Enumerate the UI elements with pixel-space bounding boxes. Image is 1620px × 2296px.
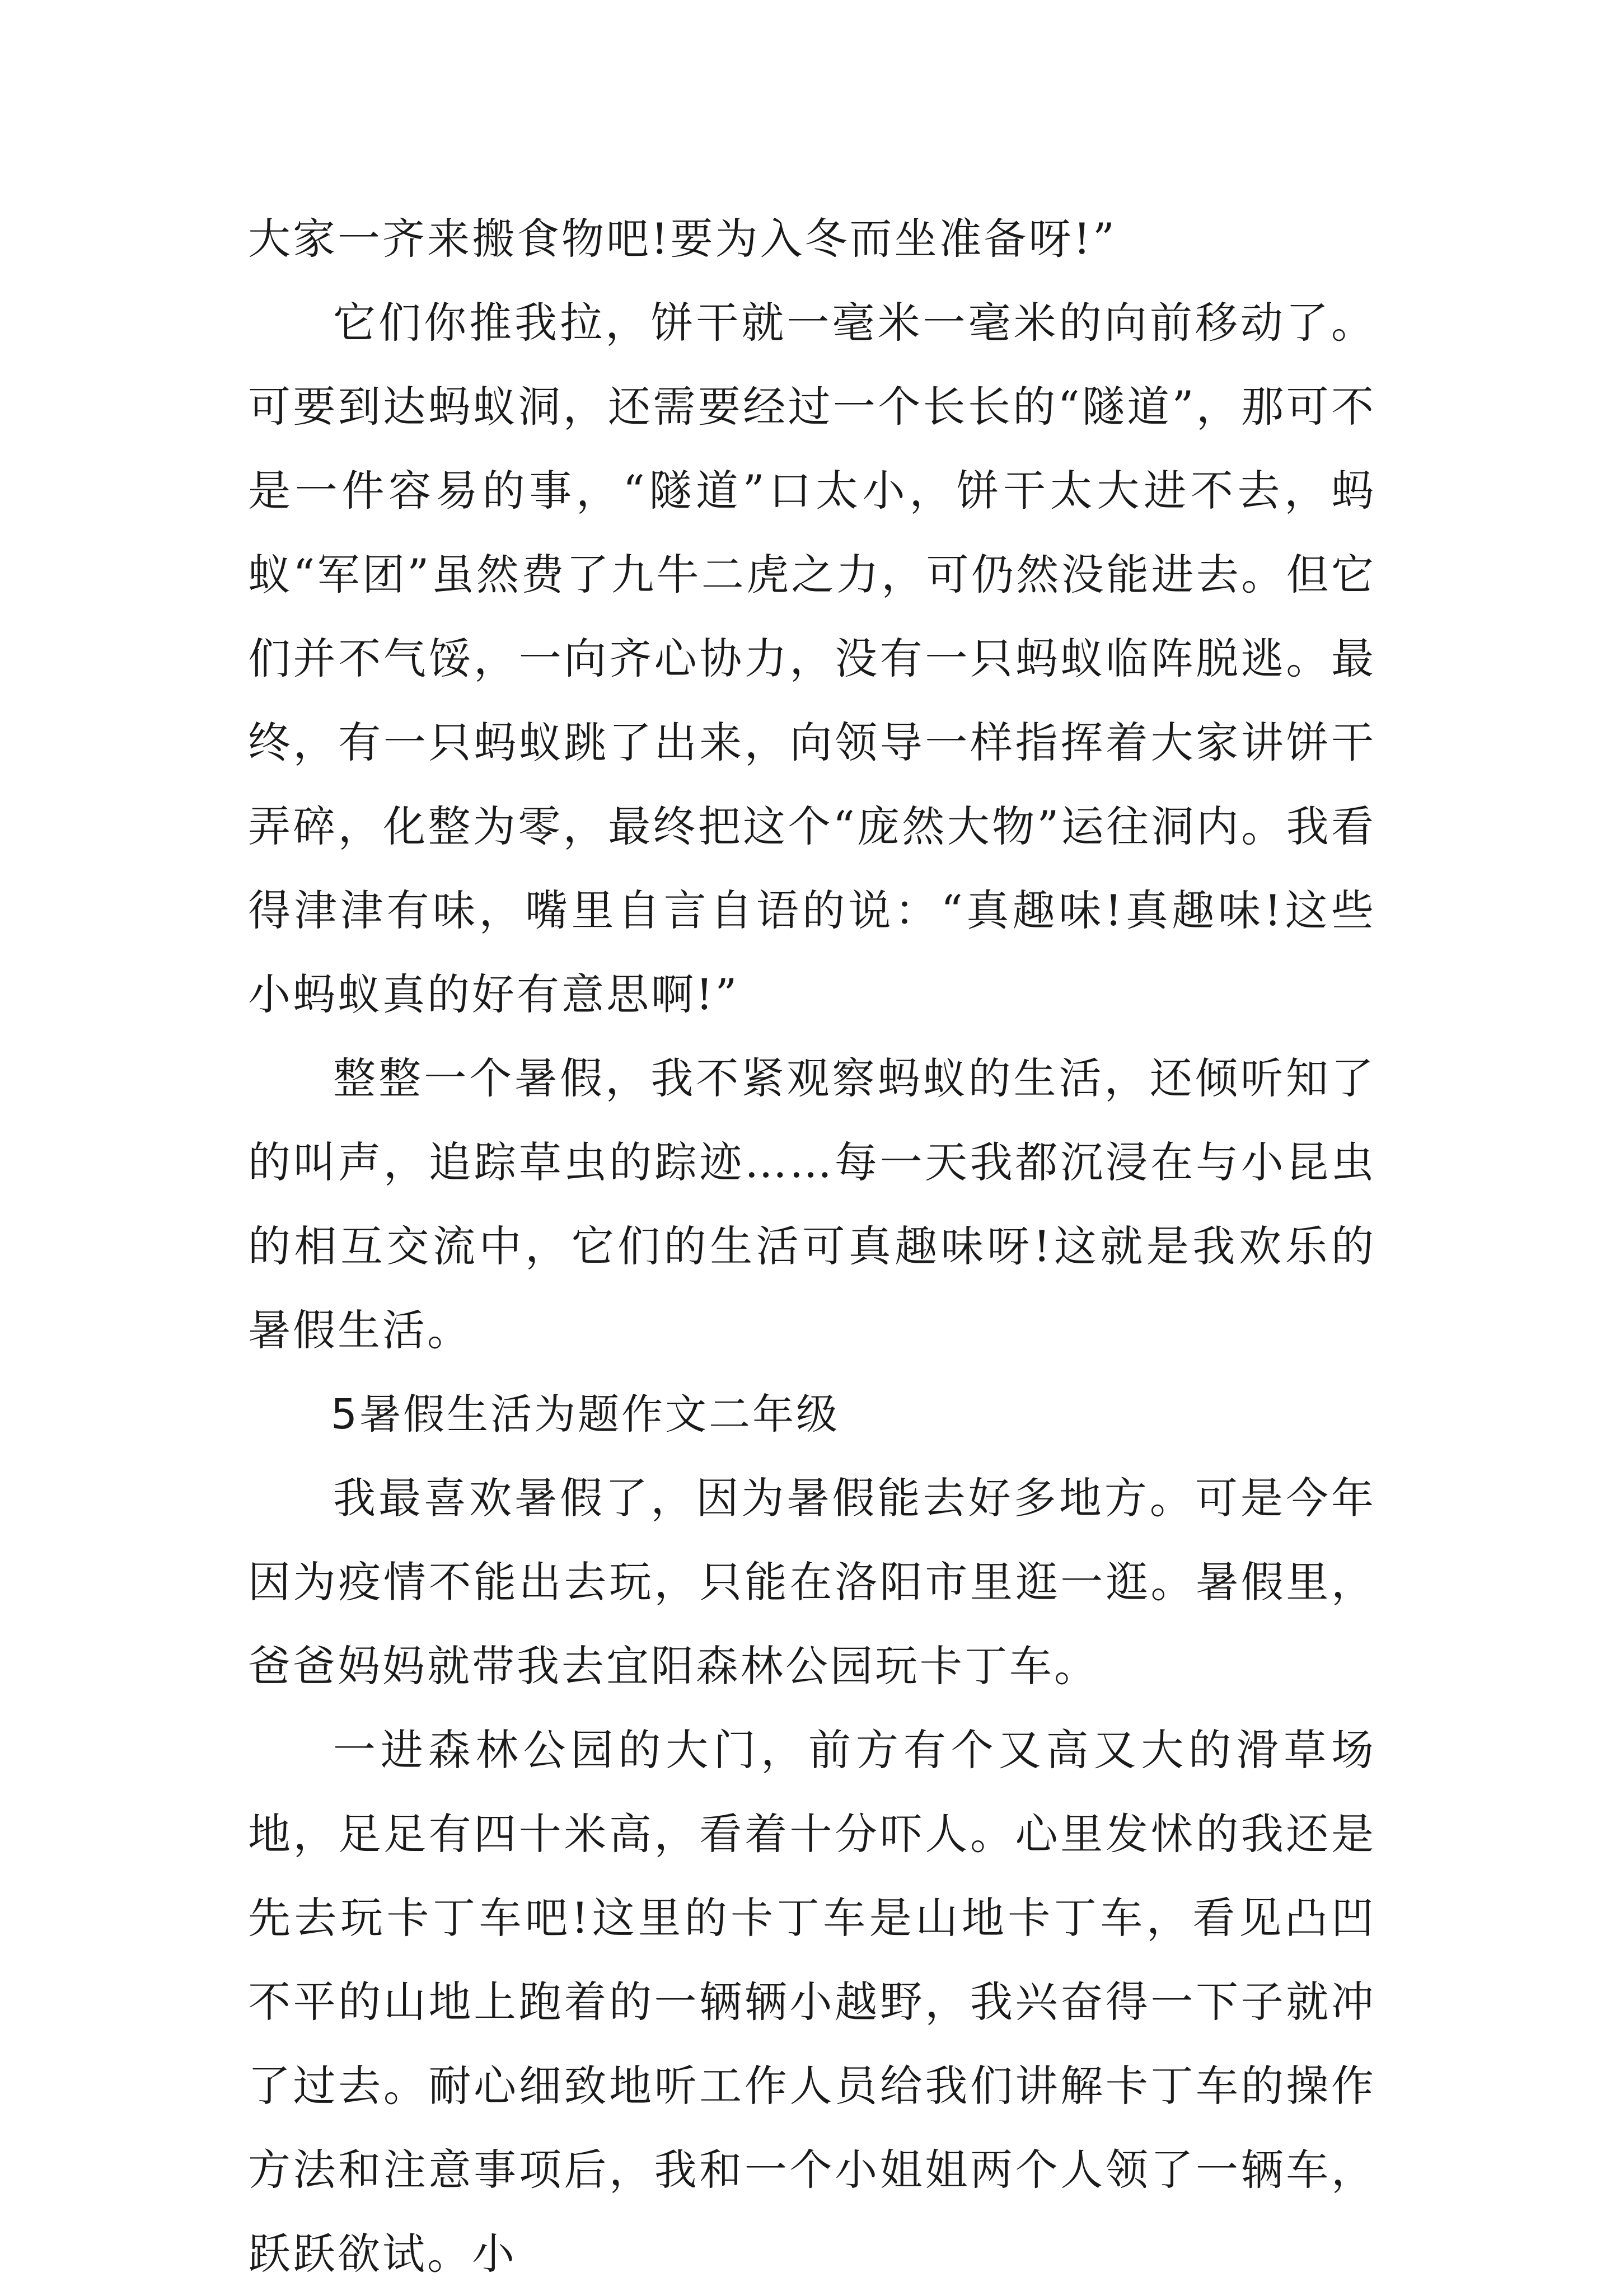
paragraph-summer-intro: 我最喜欢暑假了，因为暑假能去好多地方。可是今年因为疫情不能出去玩，只能在洛阳市里逛一逛。暑假里，爸爸妈妈就带我去宜阳森林公园玩卡丁车。	[248, 1473, 1376, 1691]
paragraph-continuation: 大家一齐来搬食物吧!要为入冬而坐准备呀!”	[248, 214, 1117, 264]
paragraph-summer-summary: 整整一个暑假，我不紧观察蚂蚁的生活，还倾听知了的叫声，追踪草虫的踪迹……每一天我都沉浸在与小昆虫的相互交流中，它们的生活可真趣味呀!这就是我欢乐的暑假生活。	[248, 1053, 1376, 1355]
paragraph-kart-park: 一进森林公园的大门，前方有个又高又大的滑草场地，足足有四十米高，看着十分吓人。心里发怵的我还是先去玩卡丁车吧!这里的卡丁车是山地卡丁车，看见凸凹不平的山地上跑着的一辆辆小越野，我兴奋得一下子就冲了过去。耐心细致地听工作人员给我们讲解卡丁车的操作方法和注意事项后，我和一个小姐姐两个人领了一辆车，跃跃欲试。小	[248, 1725, 1376, 2279]
section-heading: 5暑假生活为题作文二年级	[331, 1390, 840, 1438]
document-body	[248, 197, 1376, 2296]
paragraph-ant-tunnel: 它们你推我拉，饼干就一毫米一毫米的向前移动了。可要到达蚂蚁洞，还需要经过一个长长的“隧道”，那可不是一件容易的事，“隧道”口太小，饼干太大进不去，蚂蚁“军团”虽然费了九牛二虎之力，可仍然没能进去。但它们并不气馁，一向齐心协力，没有一只蚂蚁临阵脱逃。最终，有一只蚂蚁跳了出来，向领导一样指挥着大家讲饼干弄碎，化整为零，最终把这个“庞然大物”运往洞内。我看得津津有味，嘴里自言自语的说：“真趣味!真趣味!这些小蚂蚁真的好有意思啊!”	[248, 298, 1376, 1019]
